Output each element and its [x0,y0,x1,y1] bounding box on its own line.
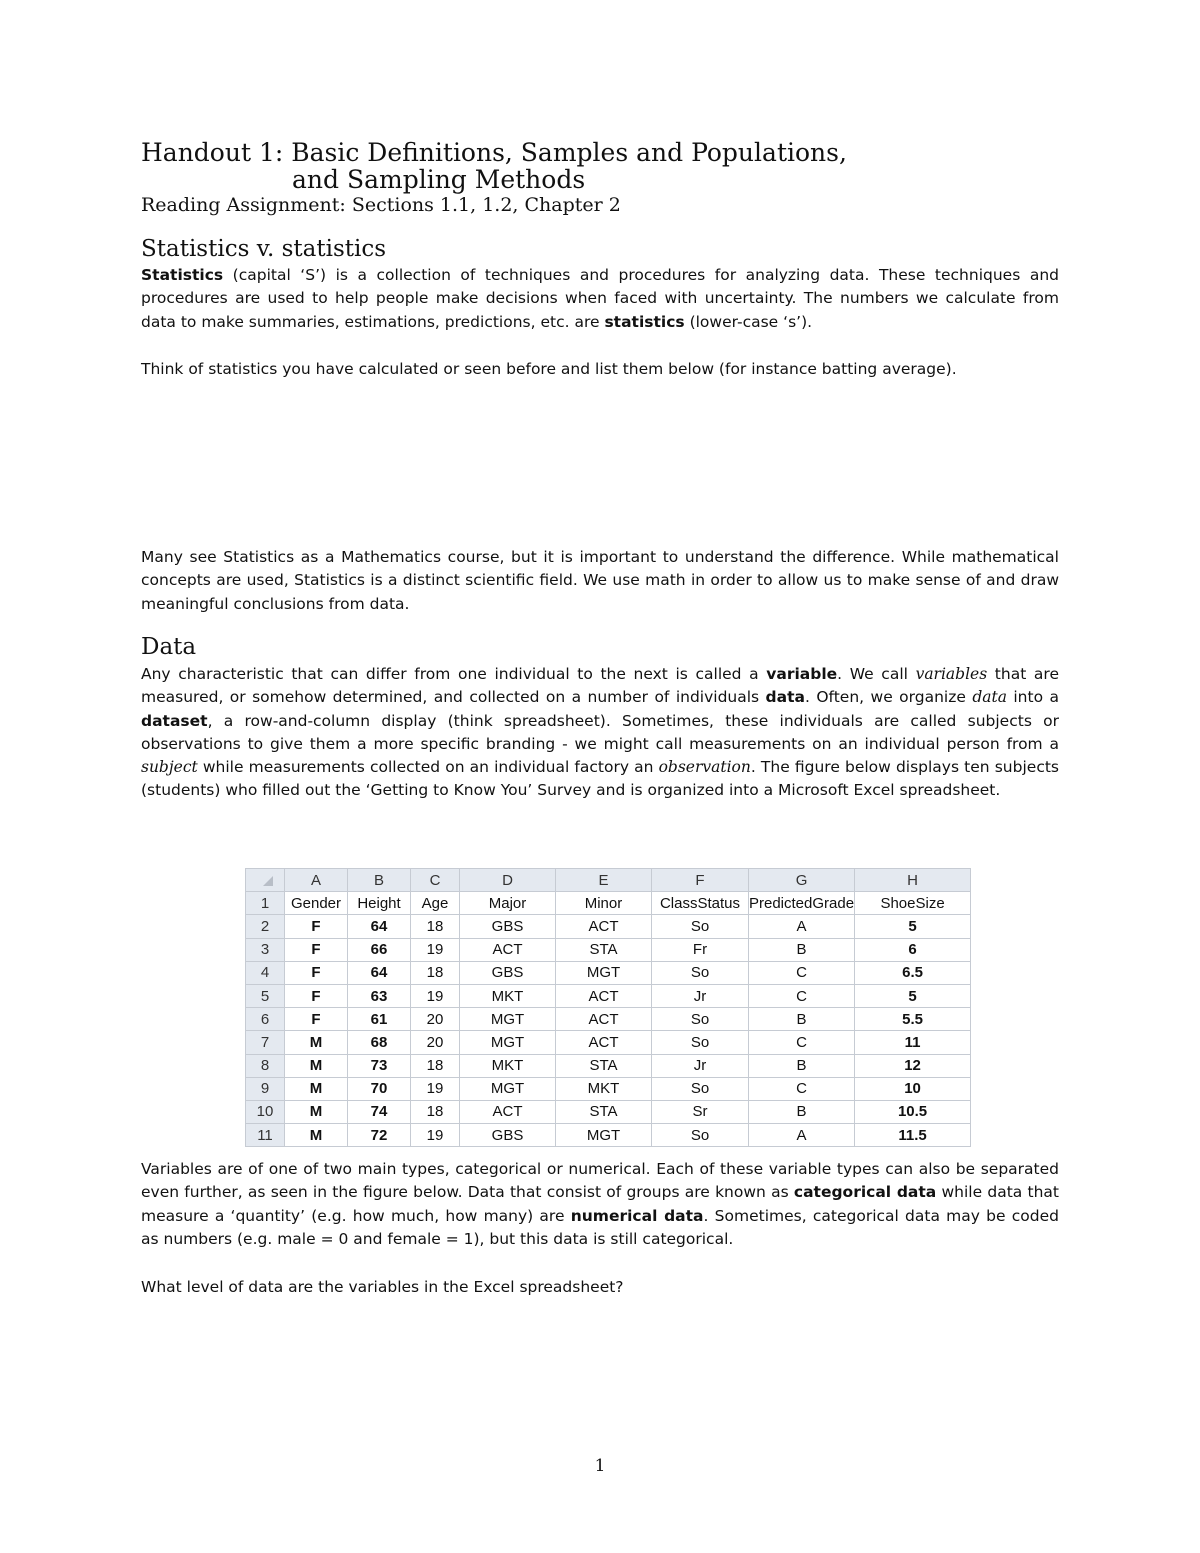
table-cell: ACT [460,938,556,961]
text-run: (lower-case ‘s’). [684,312,813,331]
level-question-paragraph: What level of data are the variables in the Excel spreadsheet? [141,1278,624,1296]
row-number: 9 [246,1077,285,1100]
table-cell: MGT [556,1124,652,1147]
term-subject: subject [141,758,198,777]
table-cell: 68 [348,1031,411,1054]
select-all-corner [246,869,285,892]
text-run: . Often, we organize [804,688,973,707]
reading-assignment: Reading Assignment: Sections 1.1, 1.2, Chapter 2 [141,194,621,216]
table-cell: MKT [460,1054,556,1077]
table-cell: 5 [855,915,971,938]
term-numerical-data: numerical data [570,1206,704,1225]
table-cell: ACT [556,1008,652,1031]
column-letter: E [556,869,652,892]
term-variables: variables [915,665,988,683]
table-header-row [246,892,971,915]
table-cell: ACT [556,1031,652,1054]
term-statistics-lower: statistics [604,312,685,331]
table-cell: So [652,1124,749,1147]
table-cell: 18 [411,961,460,984]
header-cell: Age [411,892,460,915]
text-run: , a row-and-column display (think spreadsheet). Sometimes, these individuals are called subjects or observations to give them a more specific branding - we might call measurements on an individual person from a [141,711,1059,753]
row-number: 4 [246,961,285,984]
table-row [246,1008,971,1031]
table-cell: Jr [652,1054,749,1077]
header-cell: Height [348,892,411,915]
table-cell: 6 [855,938,971,961]
table-cell: 5.5 [855,1008,971,1031]
text-run: . The figure below displays ten subjects (students) who filled out the ‘Getting to Know You’ Survey and is organized into a Microsoft Excel spreadsheet. [141,758,1059,800]
table-row [246,1100,971,1123]
section-heading-data: Data [141,634,197,660]
table-cell: B [749,1008,855,1031]
table-cell: F [285,984,348,1007]
text-run: Any characteristic that can differ from one individual to the next is called a [141,665,767,683]
table-cell: 72 [348,1124,411,1147]
term-observation: observation [658,758,751,777]
header-cell: Minor [556,892,652,915]
table-cell: So [652,915,749,938]
table-cell: B [749,938,855,961]
page-number: 1 [594,1456,606,1476]
table-cell: 63 [348,984,411,1007]
text-run: . We call [837,665,916,683]
row-number: 5 [246,984,285,1007]
table-cell: C [749,961,855,984]
header-cell: ShoeSize [855,892,971,915]
table-row [246,938,971,961]
table-cell: ACT [556,984,652,1007]
table-row [246,1054,971,1077]
table-cell: 10.5 [855,1100,971,1123]
table-cell: MGT [460,1031,556,1054]
table-cell: Sr [652,1100,749,1123]
text-run: that are measured, or somehow determined, and collected on a number of individuals [141,665,1059,707]
table-cell: A [749,1124,855,1147]
column-letter: F [652,869,749,892]
table-row [246,1031,971,1054]
table-cell: C [749,984,855,1007]
table-cell: STA [556,1054,652,1077]
header-cell: PredictedGrade [749,892,855,915]
table-cell: 18 [411,915,460,938]
table-cell: M [285,1100,348,1123]
table-cell: F [285,961,348,984]
table-cell: 74 [348,1100,411,1123]
table-cell: MGT [460,1008,556,1031]
data-definition-paragraph [141,663,1059,803]
table-cell: 12 [855,1054,971,1077]
math-vs-statistics-paragraph: Many see Statistics as a Mathematics course, but it is important to understand the difference. While mathematical concepts are used, Statistics is a distinct scientific field. We use math in order to allow us to make sense of and draw meaningful conclusions from data. [141,548,1059,613]
section-heading-statistics: Statistics v. statistics [141,236,387,262]
text-run: Variables are of one of two main types, categorical or numerical. Each of these variable types can also be separated even further, as seen in the figure below. Data that consist of groups are known as [141,1160,1059,1202]
table-cell: ACT [556,915,652,938]
column-letter: H [855,869,971,892]
table-cell: 66 [348,938,411,961]
table-cell: 20 [411,1008,460,1031]
table-cell: MGT [460,1077,556,1100]
table-cell: 70 [348,1077,411,1100]
text-run: . Sometimes, categorical data may be coded as numbers (e.g. male = 0 and female = 1), but this data is still categorical. [141,1206,1059,1248]
variable-types-paragraph [141,1158,1059,1251]
table-row [246,961,971,984]
term-statistics: Statistics [141,266,224,284]
table-cell: M [285,1031,348,1054]
column-letter: C [411,869,460,892]
column-letter: A [285,869,348,892]
table-cell: 20 [411,1031,460,1054]
table-cell: MKT [460,984,556,1007]
table-cell: GBS [460,1124,556,1147]
table-row [246,1124,971,1147]
column-letter-row [246,869,971,892]
think-prompt-paragraph: Think of statistics you have calculated or seen before and list them below (for instance batting average). [141,360,957,378]
table-row [246,915,971,938]
table-cell: F [285,938,348,961]
column-letter: G [749,869,855,892]
row-number: 2 [246,915,285,938]
header-cell: ClassStatus [652,892,749,915]
text-run: (capital ‘S’) is a collection of techniques and procedures for analyzing data. These techniques and procedures are used to help people make decisions when faced with uncertainty. The numbers we calculate from data to make summaries, estimations, predictions, etc. are [141,266,1059,331]
table-cell: 73 [348,1054,411,1077]
table-cell: So [652,1077,749,1100]
row-number: 6 [246,1008,285,1031]
row-number: 8 [246,1054,285,1077]
table-cell: GBS [460,961,556,984]
table-cell: ACT [460,1100,556,1123]
text-run: while data that measure a ‘quantity’ (e.g. how much, how many) are [141,1183,1059,1225]
table-cell: 18 [411,1054,460,1077]
table-cell: So [652,1031,749,1054]
table-cell: F [285,915,348,938]
row-number: 11 [246,1124,285,1147]
term-variable: variable [766,665,838,683]
table-cell: 19 [411,1124,460,1147]
table-cell: 19 [411,938,460,961]
table-cell: 19 [411,984,460,1007]
table-cell: So [652,961,749,984]
header-cell: Major [460,892,556,915]
column-letter: D [460,869,556,892]
term-dataset: dataset [141,711,208,730]
table-cell: 64 [348,961,411,984]
table-cell: 10 [855,1077,971,1100]
table-cell: 64 [348,915,411,938]
statistics-definition-paragraph [141,264,1059,334]
table-row [246,984,971,1007]
table-row [246,1077,971,1100]
table-cell: C [749,1077,855,1100]
table-cell: 19 [411,1077,460,1100]
row-number: 7 [246,1031,285,1054]
table-cell: Jr [652,984,749,1007]
table-cell: A [749,915,855,938]
term-categorical-data: categorical data [793,1183,937,1202]
title-line-2: and Sampling Methods [292,165,586,194]
header-cell: Gender [285,892,348,915]
term-data-italic: data [972,688,1007,707]
table-cell: 5 [855,984,971,1007]
table-cell: 6.5 [855,961,971,984]
table-cell: B [749,1100,855,1123]
table-cell: Fr [652,938,749,961]
table-cell: B [749,1054,855,1077]
table-cell: GBS [460,915,556,938]
column-letter: B [348,869,411,892]
text-run: while measurements collected on an individual factory an [197,758,659,777]
table-cell: M [285,1054,348,1077]
row-number: 3 [246,938,285,961]
table-cell: STA [556,938,652,961]
table-cell: MKT [556,1077,652,1100]
table-cell: 11 [855,1031,971,1054]
table-cell: M [285,1077,348,1100]
table-cell: So [652,1008,749,1031]
title-line-1: Handout 1: Basic Definitions, Samples and Populations, [141,138,847,167]
table-cell: STA [556,1100,652,1123]
table-cell: C [749,1031,855,1054]
table-cell: M [285,1124,348,1147]
table-cell: 11.5 [855,1124,971,1147]
text-run: into a [1006,688,1059,707]
table-cell: 18 [411,1100,460,1123]
row-number: 10 [246,1100,285,1123]
table-cell: F [285,1008,348,1031]
table-cell: 61 [348,1008,411,1031]
term-data: data [765,688,805,707]
row-number: 1 [246,892,285,915]
table-cell: MGT [556,961,652,984]
excel-spreadsheet-figure [245,868,971,1147]
